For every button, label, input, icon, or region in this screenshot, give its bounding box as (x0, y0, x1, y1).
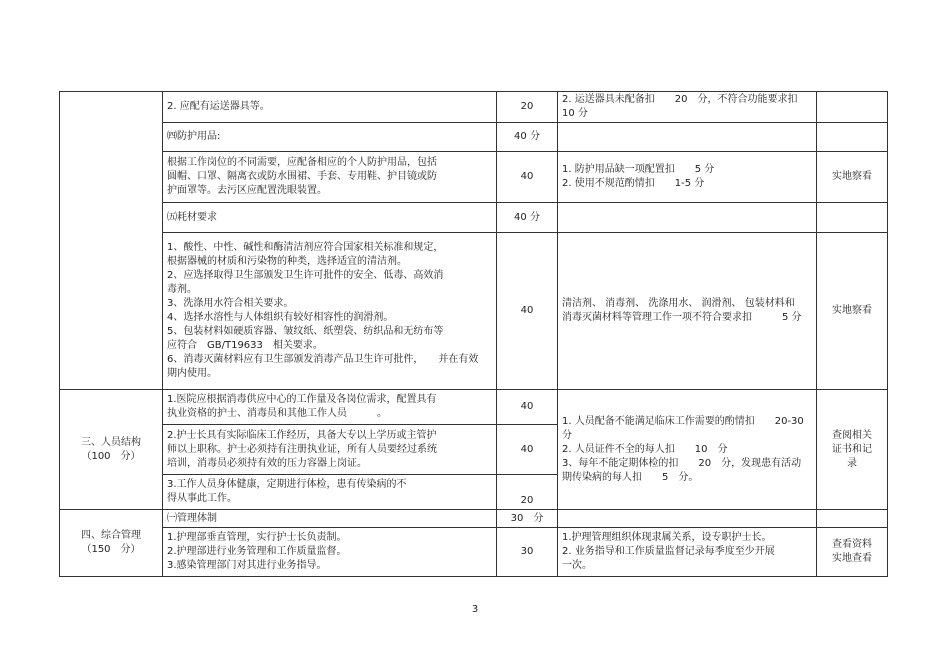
requirement-cell: 根据工作岗位的不同需要，应配备相应的个人防护用品，包括 圆帽、口罩、隔离衣或防水围裙、手套、专用鞋、护目镜或防 护面罩等。去污区应配置洗眼装置。 (163, 152, 497, 203)
section-header-row (60, 510, 888, 528)
section-header-consumables: ㈤耗材要求 (163, 203, 497, 233)
category-cell-staffing: 三、人员结构 （100 分） (60, 390, 163, 510)
method-cell: 查阅相关 证书和记 录 (817, 390, 888, 510)
table-row (60, 390, 888, 425)
method-cell: 查看资料 实地查看 (817, 528, 888, 577)
method-cell: 实地察看 (817, 152, 888, 203)
score-cell: 20 (497, 475, 558, 510)
score-cell: 20 (497, 92, 558, 123)
category-cell-management: 四、综合管理 （150 分） (60, 510, 163, 577)
section-score: 40 分 (497, 123, 558, 152)
table-row (60, 233, 888, 390)
section-header-management-system: ㈠管理体制 (163, 510, 497, 528)
deduction-rule-cell: 1. 防护用品缺一项配置扣 5 分 2. 使用不规范酌情扣 1-5 分 (558, 152, 817, 203)
requirement-cell: 3.工作人员身体健康，定期进行体检，患有传染病的不 得从事此工作。 (163, 475, 497, 510)
table-row (60, 152, 888, 203)
section-header-row (60, 123, 888, 152)
section-score: 30 分 (497, 510, 558, 528)
empty-cell (558, 203, 817, 233)
method-cell: 实地察看 (817, 233, 888, 390)
empty-cell (817, 123, 888, 152)
requirement-cell: 2. 应配有运送器具等。 (163, 92, 497, 123)
empty-cell (558, 510, 817, 528)
score-cell: 40 (497, 390, 558, 425)
requirement-cell: 1.护理部垂直管理，实行护士长负责制。 2.护理部进行业务管理和工作质量监督。 3.感染管理部门对其进行业务指导。 (163, 528, 497, 577)
section-header-protective: ㈣防护用品: (163, 123, 497, 152)
score-cell: 40 (497, 152, 558, 203)
deduction-rule-cell: 2. 运送器具未配备扣 20 分，不符合功能要求扣 10 分 (558, 92, 817, 123)
section-score: 40 分 (497, 203, 558, 233)
page-number: 3 (471, 604, 479, 615)
evaluation-table (59, 91, 888, 577)
table-row (60, 528, 888, 577)
deduction-rule-cell: 1. 人员配备不能满足临床工作需要的酌情扣 20-30 分 2. 人员证件不全的每人扣 10 分 3、每年不能定期体检的扣 20 分，发现患有活动 期传染病的每人扣 5 分。 (558, 390, 817, 510)
requirement-cell: 1、酸性、中性、碱性和酶清洁剂应符合国家相关标准和规定， 根据器械的材质和污染物的种类，选择适宜的清洁剂。 2、应选择取得卫生部颁发卫生许可批件的安全、低毒、高效消 毒剂。 3、洗涤用水符合相关要求。 4、选择水溶性与人体组织有较好相容性的润滑剂。 5、包装材料如硬质容器、皱纹纸、纸塑袋、纺织品和无纺布等 应符合 GB/T19633 相关要求。 6、消毒灭菌材料应有卫生部颁发消毒产品卫生许可批件， 并在有效 期内使用。 (163, 233, 497, 390)
empty-cell (817, 203, 888, 233)
score-cell: 30 (497, 528, 558, 577)
method-cell (817, 92, 888, 123)
empty-cell (817, 510, 888, 528)
section-header-row (60, 203, 888, 233)
score-cell: 40 (497, 233, 558, 390)
score-cell: 40 (497, 425, 558, 475)
deduction-rule-cell: 1.护理管理组织体现隶属关系，设专职护士长。 2. 业务指导和工作质量监督记录每季度至少开展 一次。 (558, 528, 817, 577)
requirement-cell: 1.医院应根据消毒供应中心的工作量及各岗位需求，配置具有 执业资格的护士、消毒员和其他工作人员 。 (163, 390, 497, 425)
empty-cell (558, 123, 817, 152)
requirement-cell: 2.护士长具有实际临床工作经历，具备大专以上学历或主管护 师以上职称。护士必须持有注册执业证，所有人员要经过系统 培训，消毒员必须持有效的压力容器上岗证。 (163, 425, 497, 475)
deduction-rule-cell: 清洁剂、 消毒剂、 洗涤用水、 润滑剂、 包装材料和 消毒灭菌材料等管理工作一项不符合要求扣 5 分 (558, 233, 817, 390)
category-cell-equipment (60, 92, 163, 390)
table-row (60, 92, 888, 123)
